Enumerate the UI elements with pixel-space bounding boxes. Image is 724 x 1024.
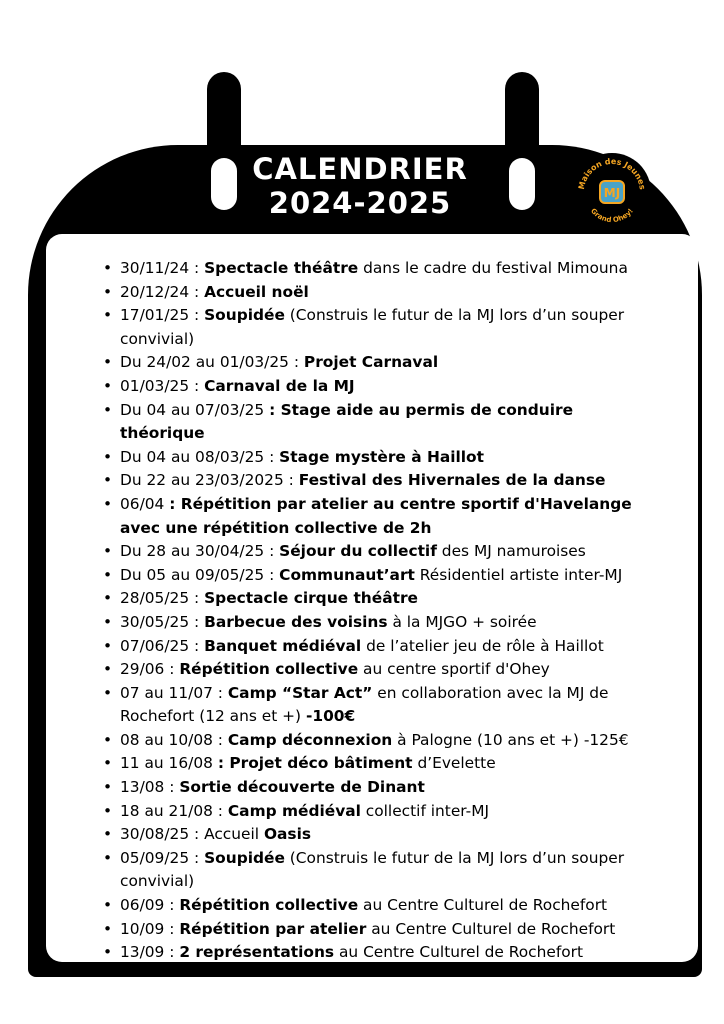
event-date: Du 04 au 07/03/25: [120, 400, 270, 419]
event-item: [120, 918, 660, 942]
event-bold: Répétition par atelier: [179, 919, 367, 938]
event-rest: d’Evelette: [412, 754, 496, 773]
event-rest: au Centre Culturel de Rochefort: [334, 943, 584, 962]
event-date: 07 au 11/07 :: [120, 683, 228, 702]
event-date: 18 au 21/08 :: [120, 801, 228, 820]
event-item: [120, 800, 660, 824]
event-rest: au Centre Culturel de Rochefort: [358, 896, 608, 915]
event-rest: collectif inter-MJ: [360, 801, 490, 820]
event-item: [120, 304, 660, 351]
event-bold: Camp déconnexion: [227, 730, 393, 749]
event-date: Du 05 au 09/05/25 :: [120, 565, 280, 584]
event-rest: en collaboration avec la MJ de Rochefort (12 ans et +): [120, 683, 609, 726]
event-bold: Spectacle théâtre: [204, 259, 359, 277]
event-bold: Festival des Hivernales de la danse: [298, 471, 606, 490]
event-bold: Projet Carnaval: [303, 353, 439, 372]
logo-initials: MJ: [603, 186, 621, 200]
event-bold: Répétition collective: [179, 660, 359, 679]
event-date: 01/03/25 :: [120, 376, 205, 395]
event-date: 28/05/25 :: [120, 589, 205, 608]
event-bold: Stage mystère à Haillot: [279, 447, 484, 466]
event-item: [120, 540, 660, 564]
event-item: [120, 847, 660, 894]
event-bold: Oasis: [263, 825, 312, 844]
event-item: [120, 729, 660, 753]
event-rest: (Construis le futur de la MJ lors d’un souper convivial): [120, 306, 625, 348]
event-date: 20/12/24 :: [120, 282, 205, 301]
event-rest: dans le cadre du festival Mimouna: [358, 259, 628, 277]
event-rest: au centre sportif d'Ohey: [358, 660, 550, 679]
event-date: Du 24/02 au 01/03/25 :: [120, 353, 304, 372]
event-list: [120, 257, 660, 965]
event-bold: Carnaval de la MJ: [204, 376, 355, 395]
event-item: [120, 776, 660, 800]
event-item: [120, 281, 660, 305]
event-rest: au Centre Culturel de Rochefort: [366, 919, 616, 938]
event-bold: Camp “Star Act”: [227, 683, 373, 702]
event-bold: Spectacle cirque théâtre: [204, 589, 418, 608]
event-bold: Camp médiéval: [227, 801, 361, 820]
title-line-1: CALENDRIER: [252, 152, 468, 186]
event-bold: Banquet médiéval: [204, 636, 362, 655]
event-date: 13/09 :: [120, 943, 180, 962]
event-bold: : Stage aide au permis de conduire théorique: [120, 400, 574, 443]
event-bold: Barbecue des voisins: [204, 612, 388, 631]
event-rest: de l’atelier jeu de rôle à Haillot: [361, 636, 604, 655]
event-date: 05/09/25 :: [120, 848, 205, 867]
event-date: 13/08 :: [120, 778, 180, 797]
logo-text-bottom: Grand Ohey!: [588, 206, 635, 225]
event-bold: Soupidée: [204, 848, 285, 867]
event-bold: Répétition collective: [179, 896, 359, 915]
event-item: [120, 611, 660, 635]
event-item: [120, 894, 660, 918]
event-bold: Accueil noël: [204, 282, 309, 301]
event-item: [120, 682, 660, 729]
page-title: [200, 152, 520, 220]
event-item: [120, 469, 660, 493]
event-bold2: -100€: [305, 707, 356, 726]
event-rest: des MJ namuroises: [436, 542, 586, 561]
event-item: [120, 399, 660, 446]
event-item: [120, 257, 660, 281]
event-bold: Séjour du collectif: [279, 542, 437, 561]
event-date: 07/06/25 :: [120, 636, 205, 655]
event-bold: Communaut’art: [279, 565, 415, 584]
title-line-2: 2024-2025: [268, 186, 452, 220]
event-date: 11 au 16/08: [120, 754, 218, 773]
event-date: Du 04 au 08/03/25 :: [120, 447, 280, 466]
event-item: [120, 752, 660, 776]
maison-des-jeunes-logo: [572, 152, 652, 232]
event-item: [120, 351, 660, 375]
event-bold: Soupidée: [204, 306, 285, 325]
event-date: 30/05/25 :: [120, 612, 205, 631]
event-date: 29/06 :: [120, 660, 180, 679]
event-item: [120, 658, 660, 682]
event-date: Du 28 au 30/04/25 :: [120, 542, 280, 561]
event-date: 30/11/24 :: [120, 259, 205, 277]
event-item: [120, 375, 660, 399]
event-date: Du 22 au 23/03/2025 :: [120, 471, 299, 490]
event-item: [120, 564, 660, 588]
event-item: [120, 493, 660, 540]
event-date: 08 au 10/08 :: [120, 730, 228, 749]
event-rest: à la MJGO + soirée: [387, 612, 537, 631]
event-bold: : Projet déco bâtiment: [217, 754, 413, 773]
event-item: [120, 446, 660, 470]
logo-text-top: Maison des Jeunes: [576, 156, 647, 191]
event-rest: (Construis le futur de la MJ lors d’un souper convivial): [120, 848, 625, 891]
event-rest: à Palogne (10 ans et +) -125€: [392, 730, 629, 749]
event-date: 17/01/25 :: [120, 306, 205, 325]
event-item: [120, 587, 660, 611]
event-bold: Sortie découverte de Dinant: [179, 778, 425, 797]
event-bold: 2 représentations: [179, 943, 335, 962]
event-item: [120, 823, 660, 847]
event-item: [120, 941, 660, 965]
event-date: 10/09 :: [120, 919, 180, 938]
event-date: 06/09 :: [120, 896, 180, 915]
event-date: 06/04: [120, 494, 170, 513]
event-item: [120, 635, 660, 659]
event-bold: : Répétition par atelier au centre sportif d'Havelange avec une répétition collective de 2h: [120, 494, 632, 537]
event-rest: Résidentiel artiste inter-MJ: [414, 565, 623, 584]
event-date: 30/08/25 : Accueil: [120, 825, 264, 844]
